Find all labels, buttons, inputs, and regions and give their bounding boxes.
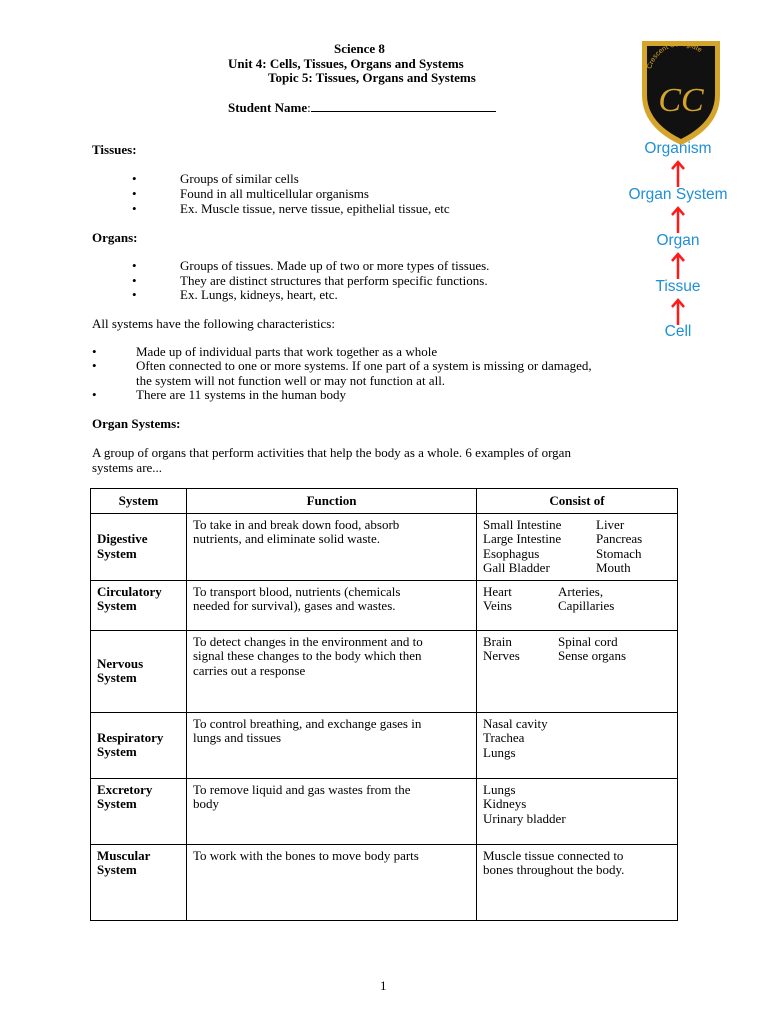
diagram-level-organ: Organ — [656, 232, 700, 249]
unit-title: Unit 4: Cells, Tissues, Organs and Systems — [228, 56, 464, 71]
student-name-field[interactable] — [228, 99, 496, 115]
system-name-cell: Respiratory System — [91, 712, 187, 778]
school-crest-logo — [638, 35, 724, 147]
characteristics-intro: All systems have the following characteristics: — [92, 316, 335, 331]
function-cell: To take in and break down food, absorb nutrients, and eliminate solid waste. — [187, 513, 477, 580]
system-name-cell: Circulatory System — [91, 580, 187, 630]
column-header-system: System — [91, 489, 187, 514]
function-cell: To detect changes in the environment and to signal these changes to the body which then carries out a response — [187, 630, 477, 712]
table-row — [91, 844, 678, 920]
student-name-blank[interactable] — [311, 99, 496, 112]
crest-ring-text: Crescent Collegiate — [646, 41, 703, 70]
system-name-cell: Muscular System — [91, 844, 187, 920]
system-name-cell: Digestive System — [91, 513, 187, 580]
tissues-heading: Tissues: — [92, 142, 137, 157]
consist-cell: Lungs Kidneys Urinary bladder — [477, 778, 678, 844]
function-cell: To work with the bones to move body parts — [187, 844, 477, 920]
column-header-function: Function — [187, 489, 477, 514]
table-row — [91, 712, 678, 778]
table-row — [91, 778, 678, 844]
consist-cell: Small Intestine Liver Large Intestine Pancreas Esophagus Stomach Gall Bladder Mouth — [477, 513, 678, 580]
diagram-level-cell: Cell — [664, 323, 692, 340]
organ-systems-paragraph-line1: A group of organs that perform activities that help the body as a whole. 6 examples of organ — [92, 445, 571, 460]
function-cell: To transport blood, nutrients (chemicals needed for survival), gases and wastes. — [187, 580, 477, 630]
table-row — [91, 513, 678, 580]
page-number: 1 — [380, 978, 387, 993]
crest-monogram: CC — [658, 82, 704, 119]
organs-heading: Organs: — [92, 230, 138, 245]
organ-systems-heading: Organ Systems: — [92, 416, 181, 431]
student-name-label: Student Name — [228, 100, 308, 115]
course-title: Science 8 — [334, 41, 385, 56]
organ-systems-table — [90, 488, 678, 921]
consist-cell: Heart Arteries, Veins Capillaries — [477, 580, 678, 630]
system-name-cell: Nervous System — [91, 630, 187, 712]
diagram-level-organ-system: Organ System — [628, 186, 728, 203]
organ-systems-paragraph-line2: systems are... — [92, 460, 163, 475]
topic-title: Topic 5: Tissues, Organs and Systems — [268, 70, 476, 85]
diagram-level-tissue: Tissue — [655, 278, 701, 295]
function-cell: To remove liquid and gas wastes from the body — [187, 778, 477, 844]
up-arrow-icon — [670, 206, 686, 234]
consist-cell: Nasal cavity Trachea Lungs — [477, 712, 678, 778]
up-arrow-icon — [670, 252, 686, 280]
table-row — [91, 580, 678, 630]
up-arrow-icon — [670, 298, 686, 326]
column-header-consist-of: Consist of — [477, 489, 678, 514]
table-row — [91, 630, 678, 712]
consist-cell: Brain Spinal cord Nerves Sense organs — [477, 630, 678, 712]
diagram-level-organism: Organism — [644, 140, 712, 157]
up-arrow-icon — [670, 160, 686, 188]
table-header-row — [91, 489, 678, 514]
consist-cell: Muscle tissue connected to bones throughout the body. — [477, 844, 678, 920]
system-name-cell: Excretory System — [91, 778, 187, 844]
student-name-colon: : — [307, 100, 311, 115]
function-cell: To control breathing, and exchange gases in lungs and tissues — [187, 712, 477, 778]
